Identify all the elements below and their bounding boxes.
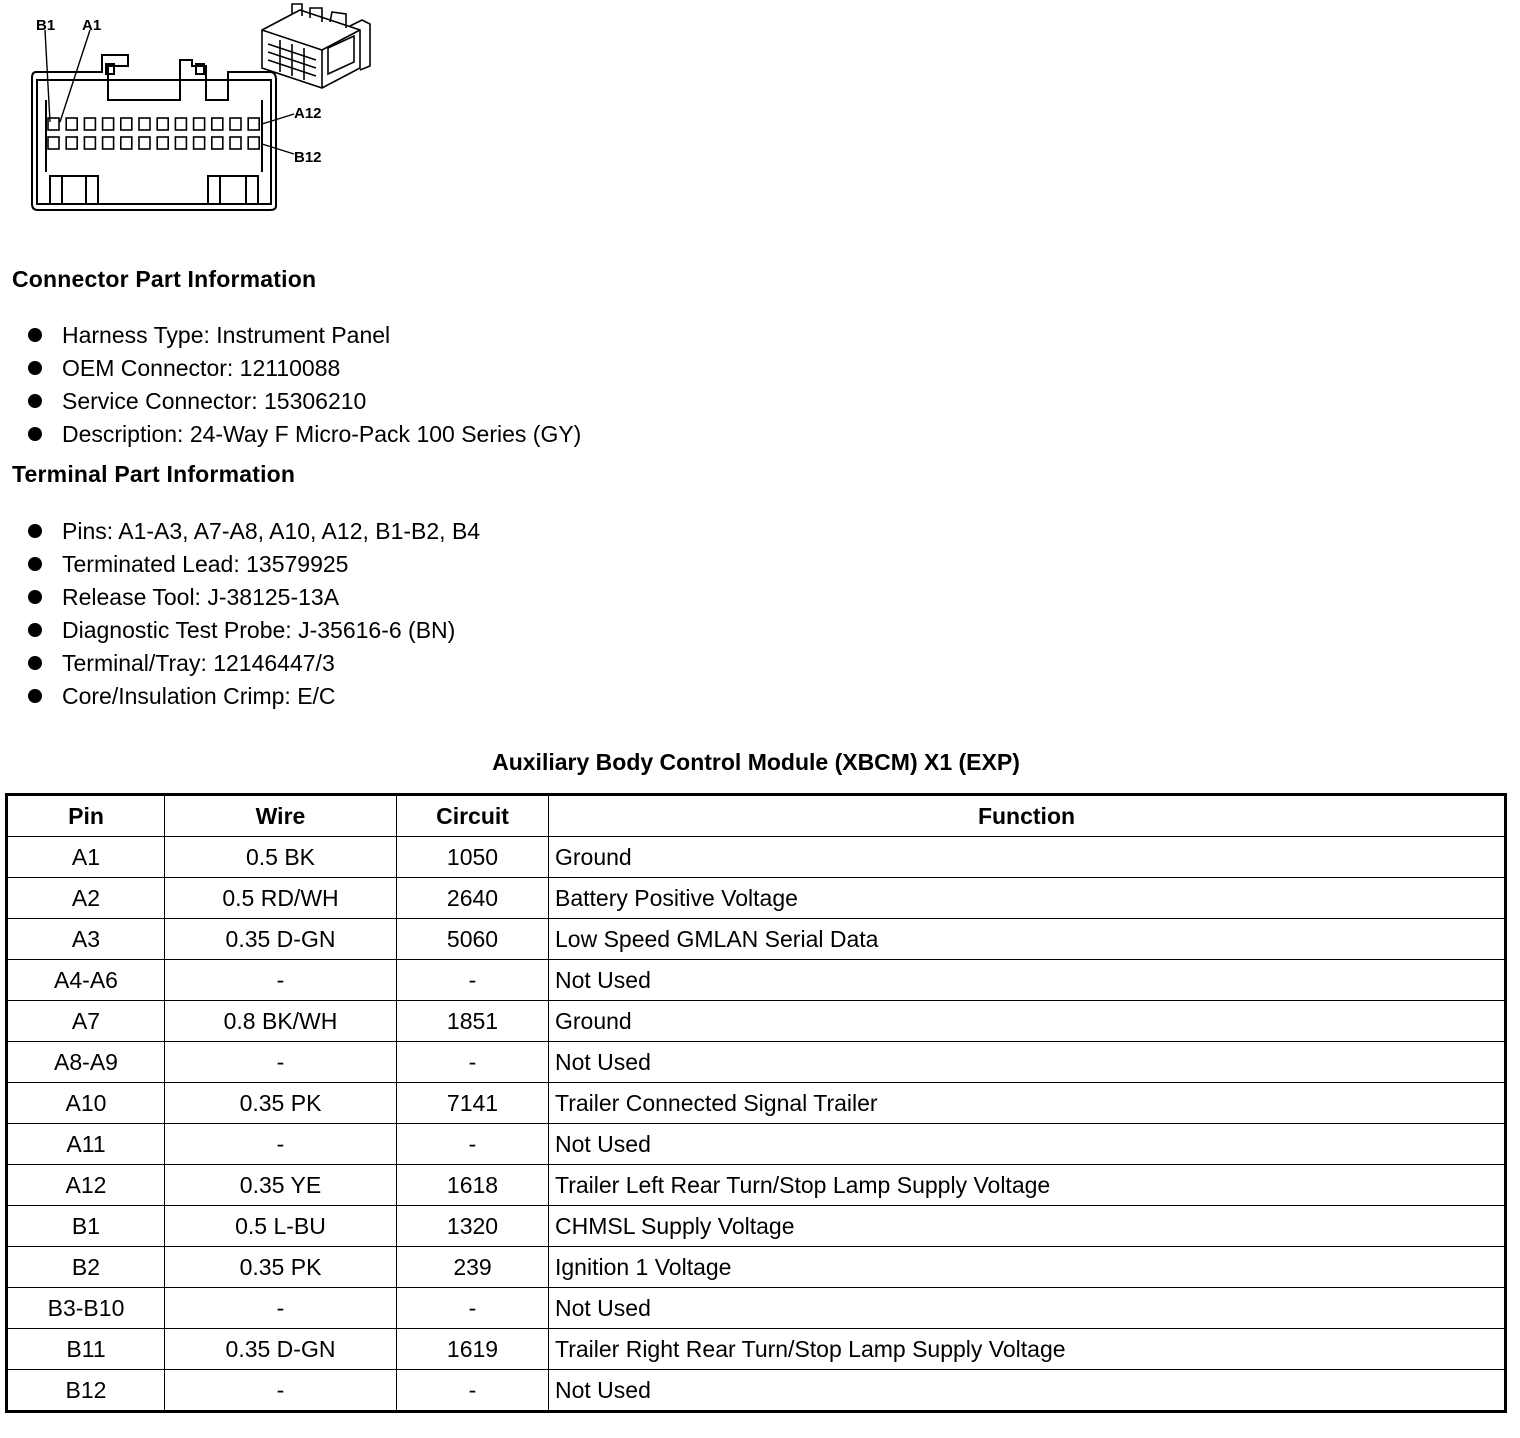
connector-cavity (139, 137, 150, 149)
pin-cell: A7 (7, 1001, 165, 1042)
connector-cavity (157, 118, 168, 130)
list-item-text: Diagnostic Test Probe: J-35616-6 (BN) (62, 617, 456, 643)
table-row (7, 1370, 1506, 1412)
pin-cell: B1 (7, 1206, 165, 1247)
wire-cell: 0.35 D-GN (165, 1329, 397, 1370)
function-cell: Battery Positive Voltage (549, 878, 1506, 919)
pin-cell: B12 (7, 1370, 165, 1412)
list-item-text: Pins: A1-A3, A7-A8, A10, A12, B1-B2, B4 (62, 518, 481, 544)
list-item-text: Service Connector: 15306210 (62, 388, 367, 414)
bullet-icon (28, 623, 42, 637)
function-cell: Trailer Connected Signal Trailer (549, 1083, 1506, 1124)
column-header-wire: Wire (165, 795, 397, 837)
table-row (7, 1001, 1506, 1042)
function-cell: Ground (549, 1001, 1506, 1042)
bullet-icon (28, 590, 42, 604)
wire-cell: 0.35 YE (165, 1165, 397, 1206)
connector-cavity (48, 137, 59, 149)
list-item (28, 418, 581, 451)
function-cell: Not Used (549, 1288, 1506, 1329)
list-item (28, 581, 480, 614)
wire-cell: 0.35 D-GN (165, 919, 397, 960)
wire-cell: - (165, 1042, 397, 1083)
column-header-function: Function (549, 795, 1506, 837)
list-item-text: Harness Type: Instrument Panel (62, 322, 391, 348)
table-row (7, 1165, 1506, 1206)
function-cell: Not Used (549, 1124, 1506, 1165)
bullet-icon (28, 328, 42, 342)
connector-cavity (175, 137, 186, 149)
table-row (7, 960, 1506, 1001)
pin-cell: B11 (7, 1329, 165, 1370)
circuit-cell: 7141 (397, 1083, 549, 1124)
column-header-pin: Pin (7, 795, 165, 837)
wire-cell: 0.5 BK (165, 837, 397, 878)
bullet-icon (28, 689, 42, 703)
list-item-text: Description: 24-Way F Micro-Pack 100 Series (GY) (62, 421, 582, 447)
list-item-text: Core/Insulation Crimp: E/C (62, 683, 336, 709)
pinout-table (5, 793, 1507, 1413)
table-row (7, 878, 1506, 919)
connector-cavity (103, 118, 114, 130)
connector-part-info-heading: Connector Part Information (12, 266, 317, 292)
table-row (7, 919, 1506, 960)
wire-cell: 0.8 BK/WH (165, 1001, 397, 1042)
list-item (28, 515, 480, 548)
function-cell: Not Used (549, 1370, 1506, 1412)
table-row (7, 1042, 1506, 1083)
bullet-icon (28, 557, 42, 571)
connector-cavity (230, 137, 241, 149)
wire-cell: 0.5 RD/WH (165, 878, 397, 919)
circuit-cell: 1618 (397, 1165, 549, 1206)
bullet-icon (28, 394, 42, 408)
wire-cell: 0.35 PK (165, 1083, 397, 1124)
label-a1: A1 (82, 17, 102, 34)
circuit-cell: - (397, 960, 549, 1001)
pin-cell: A10 (7, 1083, 165, 1124)
table-row (7, 1206, 1506, 1247)
pin-cell: A11 (7, 1124, 165, 1165)
connector-cavity (84, 137, 95, 149)
circuit-cell: - (397, 1370, 549, 1412)
list-item-text: Terminal/Tray: 12146447/3 (62, 650, 335, 676)
table-header-row (7, 795, 1506, 837)
connector-cavity (248, 118, 259, 130)
pin-cell: A3 (7, 919, 165, 960)
circuit-cell: - (397, 1042, 549, 1083)
connector-cavity (230, 118, 241, 130)
connector-cavity (212, 137, 223, 149)
label-a12: A12 (294, 105, 322, 122)
function-cell: Not Used (549, 960, 1506, 1001)
circuit-cell: 5060 (397, 919, 549, 960)
connector-cavity (212, 118, 223, 130)
pin-cell: A1 (7, 837, 165, 878)
connector-cavity (157, 137, 168, 149)
wire-cell: - (165, 1288, 397, 1329)
list-item (28, 319, 581, 352)
circuit-cell: 1619 (397, 1329, 549, 1370)
table-row (7, 1329, 1506, 1370)
connector-cavity (84, 118, 95, 130)
pin-cell: A4-A6 (7, 960, 165, 1001)
function-cell: Low Speed GMLAN Serial Data (549, 919, 1506, 960)
bullet-icon (28, 656, 42, 670)
function-cell: Ground (549, 837, 1506, 878)
label-b12: B12 (294, 149, 322, 166)
list-item-text: Terminated Lead: 13579925 (62, 551, 349, 577)
pin-cell: A12 (7, 1165, 165, 1206)
pin-cell: A2 (7, 878, 165, 919)
wire-cell: - (165, 1370, 397, 1412)
connector-face-diagram (10, 0, 410, 230)
circuit-cell: 1050 (397, 837, 549, 878)
list-item (28, 680, 480, 713)
wire-cell: - (165, 960, 397, 1001)
list-item (28, 352, 581, 385)
table-row (7, 1247, 1506, 1288)
connector-cavity (121, 118, 132, 130)
list-item (28, 385, 581, 418)
circuit-cell: - (397, 1124, 549, 1165)
table-title: Auxiliary Body Control Module (XBCM) X1 (EXP) (492, 749, 1020, 775)
bullet-icon (28, 361, 42, 375)
connector-cavity (66, 137, 77, 149)
terminal-part-info-heading: Terminal Part Information (12, 461, 296, 487)
pin-cell: B2 (7, 1247, 165, 1288)
connector-cavity (121, 137, 132, 149)
function-cell: Not Used (549, 1042, 1506, 1083)
connector-cavity (139, 118, 150, 130)
wire-cell: - (165, 1124, 397, 1165)
circuit-cell: 2640 (397, 878, 549, 919)
connector-cavity (103, 137, 114, 149)
function-cell: CHMSL Supply Voltage (549, 1206, 1506, 1247)
function-cell: Trailer Right Rear Turn/Stop Lamp Supply Voltage (549, 1329, 1506, 1370)
connector-cavity (194, 118, 205, 130)
list-item-text: OEM Connector: 12110088 (62, 355, 341, 381)
list-item (28, 614, 480, 647)
function-cell: Ignition 1 Voltage (549, 1247, 1506, 1288)
connector-cavity (194, 137, 205, 149)
pin-cell: A8-A9 (7, 1042, 165, 1083)
connector-cavity (175, 118, 186, 130)
wire-cell: 0.35 PK (165, 1247, 397, 1288)
table-row (7, 1288, 1506, 1329)
column-header-circuit: Circuit (397, 795, 549, 837)
table-row (7, 1083, 1506, 1124)
circuit-cell: 239 (397, 1247, 549, 1288)
bullet-icon (28, 427, 42, 441)
list-item-text: Release Tool: J-38125-13A (62, 584, 340, 610)
circuit-cell: 1320 (397, 1206, 549, 1247)
table-row (7, 1124, 1506, 1165)
circuit-cell: 1851 (397, 1001, 549, 1042)
pin-cell: B3-B10 (7, 1288, 165, 1329)
connector-part-info-list (28, 319, 581, 451)
list-item (28, 647, 480, 680)
connector-cavity (248, 137, 259, 149)
function-cell: Trailer Left Rear Turn/Stop Lamp Supply Voltage (549, 1165, 1506, 1206)
label-b1: B1 (36, 17, 56, 34)
list-item (28, 548, 480, 581)
wire-cell: 0.5 L-BU (165, 1206, 397, 1247)
connector-isometric-view (262, 4, 370, 88)
table-row (7, 837, 1506, 878)
circuit-cell: - (397, 1288, 549, 1329)
bullet-icon (28, 524, 42, 538)
terminal-part-info-list (28, 515, 480, 713)
connector-cavity (66, 118, 77, 130)
